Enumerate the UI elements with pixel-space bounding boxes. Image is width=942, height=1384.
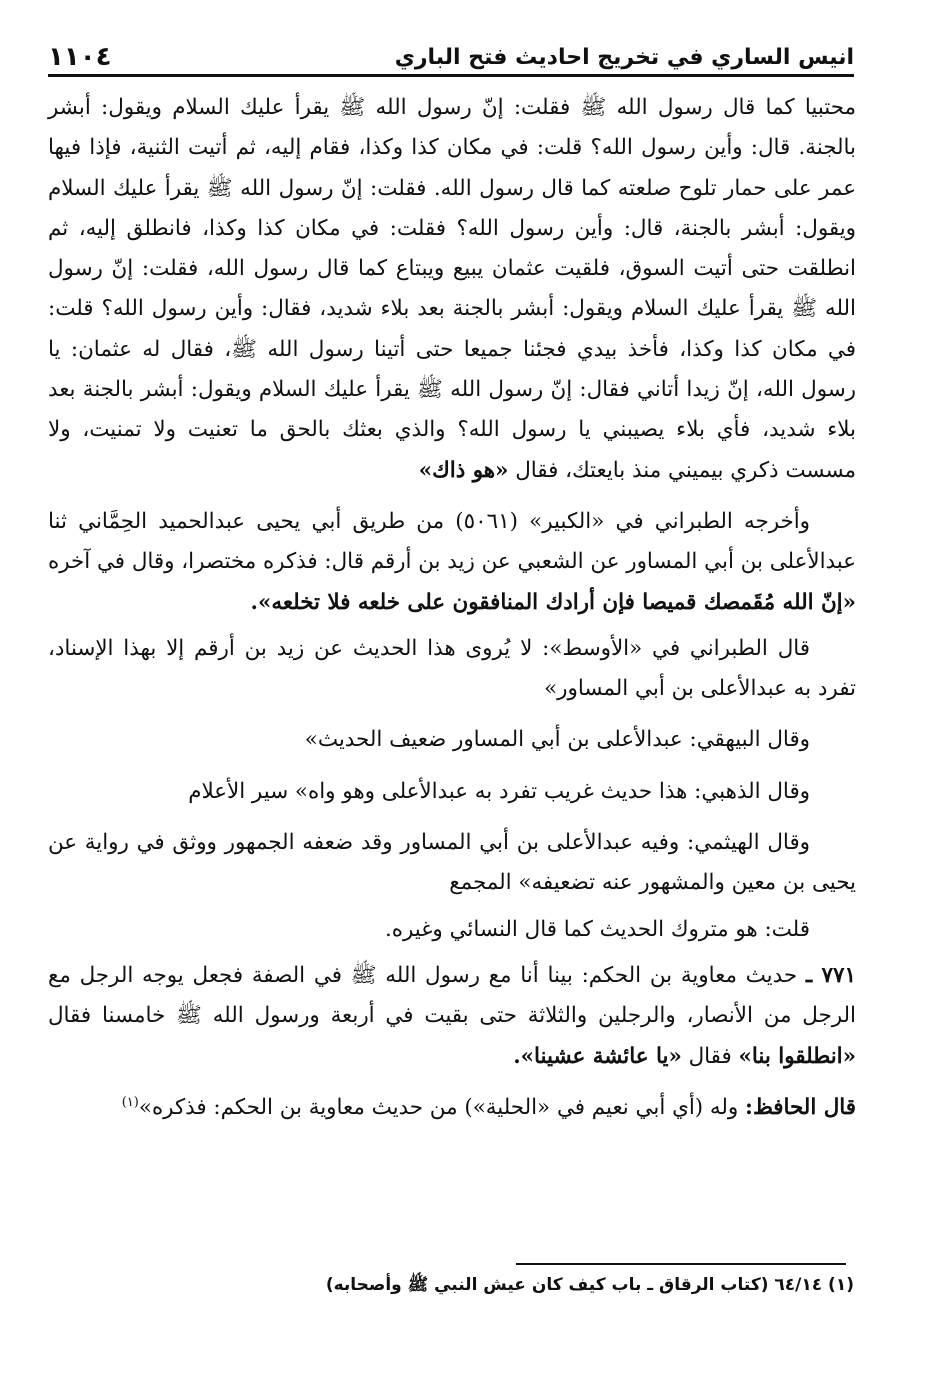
- paragraph-haythami: وقال الهيثمي: وفيه عبدالأعلى بن أبي المساور وقد ضعفه الجمهور ووثق في رواية عن يحيى بن معين والمشهور عنه تضعيفه» المجمع: [48, 830, 856, 896]
- footnote: (١) ٦٤/١٤ (كتاب الرقاق ـ باب كيف كان عيش النبي ﷺ وأصحابه): [325, 1275, 854, 1295]
- paragraph-bayhaqi: وقال البيهقي: عبدالأعلى بن أبي المساور ضعيف الحديث»: [304, 727, 810, 753]
- hadith-771: [48, 956, 856, 1077]
- paragraph-hadith-text: [48, 88, 856, 491]
- hadith-number: ٧٧١ ـ: [805, 962, 856, 988]
- hadith-771-mid: فقال: [688, 1043, 732, 1069]
- hafiz-label: قال الحافظ:: [745, 1094, 856, 1120]
- paragraph-tabarani-awsat: قال الطبراني في «الأوسط»: لا يُروى هذا الحديث عن زيد بن أرقم إلا بهذا الإسناد، تفرد به عبدالأعلى بن أبي المساور»: [48, 635, 856, 702]
- tabarani-kabir-quote: «إنّ الله مُقَمصك قميصا فإن أرادك المنافقون على خلعه فلا تخلعه».: [250, 589, 856, 615]
- page-body: [48, 88, 856, 1128]
- page-header: [48, 34, 854, 77]
- footnote-separator: [516, 1263, 846, 1265]
- hadith-771-text: حديث معاوية بن الحكم: بينا أنا مع رسول الله ﷺ في الصفة فجعل يوجه الرجل مع الرجل من الأنصار، والرجلين والثلاثة حتى بقيت في أربعة ورسول الله ﷺ خامسنا فقال: [48, 962, 856, 1029]
- hadith-text: محتبيا كما قال رسول الله ﷺ فقلت: إنّ رسول الله ﷺ يقرأ عليك السلام ويقول: أبشر بالجنة. قال: وأين رسول الله؟ قلت: في مكان كذا وكذا، فقام إليه، ثم أتيت الثنية، فإذا فيها عمر على حمار تلوح صلعته كما قال رسول الله. فقلت: إنّ رسول الله ﷺ يقرأ عليك السلام ويقول: أبشر بالجنة، قال: وأين رسول الله؟ فقلت: في مكان كذا وكذا، فانطلق إليه، ثم انطلقت حتى أتيت السوق، فلقيت عثمان يبيع ويبتاع كما قال رسول الله، فقلت: إنّ رسول الله ﷺ يقرأ عليك السلام ويقول: أبشر بالجنة بعد بلاء شديد، فقال: وأين رسول الله؟ قلت: في مكان كذا وكذا، فأخذ بيدي فجئنا جميعا حتى أتينا رسول الله ﷺ، فقال له عثمان: يا رسول الله، إنّ زيدا أتاني فقال: إنّ رسول الله ﷺ يقرأ عليك السلام ويقول: أبشر بالجنة بعد بلاء شديد، فأي بلاء يصيبني يا رسول الله؟ والذي بعثك بالحق ما تعنيت ولا تمنيت، ولا مسست ذكري بيميني منذ بايعتك، فقال: [48, 95, 856, 483]
- paragraph-dhahabi: وقال الذهبي: هذا حديث غريب تفرد به عبدالأعلى وهو واه» سير الأعلام: [188, 778, 810, 804]
- hadith-771-quote-2: «يا عائشة عشينا».: [513, 1043, 682, 1069]
- hadith-771-quote-1: «انطلقوا بنا»: [738, 1043, 856, 1069]
- tabarani-kabir-text: وأخرجه الطبراني في «الكبير» (٥٠٦١) من طريق أبي يحيى عبدالحميد الحِمَّاني ثنا عبدالأعلى بن أبي المساور عن الشعبي عن زيد بن أرقم قال: فذكره مختصرا، وقال في آخره: [48, 508, 856, 575]
- page-number: ١١٠٤: [48, 42, 112, 72]
- footnote-marker: (١): [121, 1094, 139, 1110]
- hafiz-text: وله (أي أبي نعيم في «الحلية») من حديث معاوية بن الحكم: فذكره»: [138, 1094, 739, 1120]
- paragraph-tabarani-kabir: [48, 502, 856, 623]
- hadith-quote-bold: «هو ذاك»: [418, 457, 509, 483]
- running-title: انيس الساري في تخريج احاديث فتح الباري: [394, 45, 854, 70]
- paragraph-hafiz: [48, 1083, 856, 1128]
- paragraph-author-note: قلت: هو متروك الحديث كما قال النسائي وغيره.: [384, 916, 810, 942]
